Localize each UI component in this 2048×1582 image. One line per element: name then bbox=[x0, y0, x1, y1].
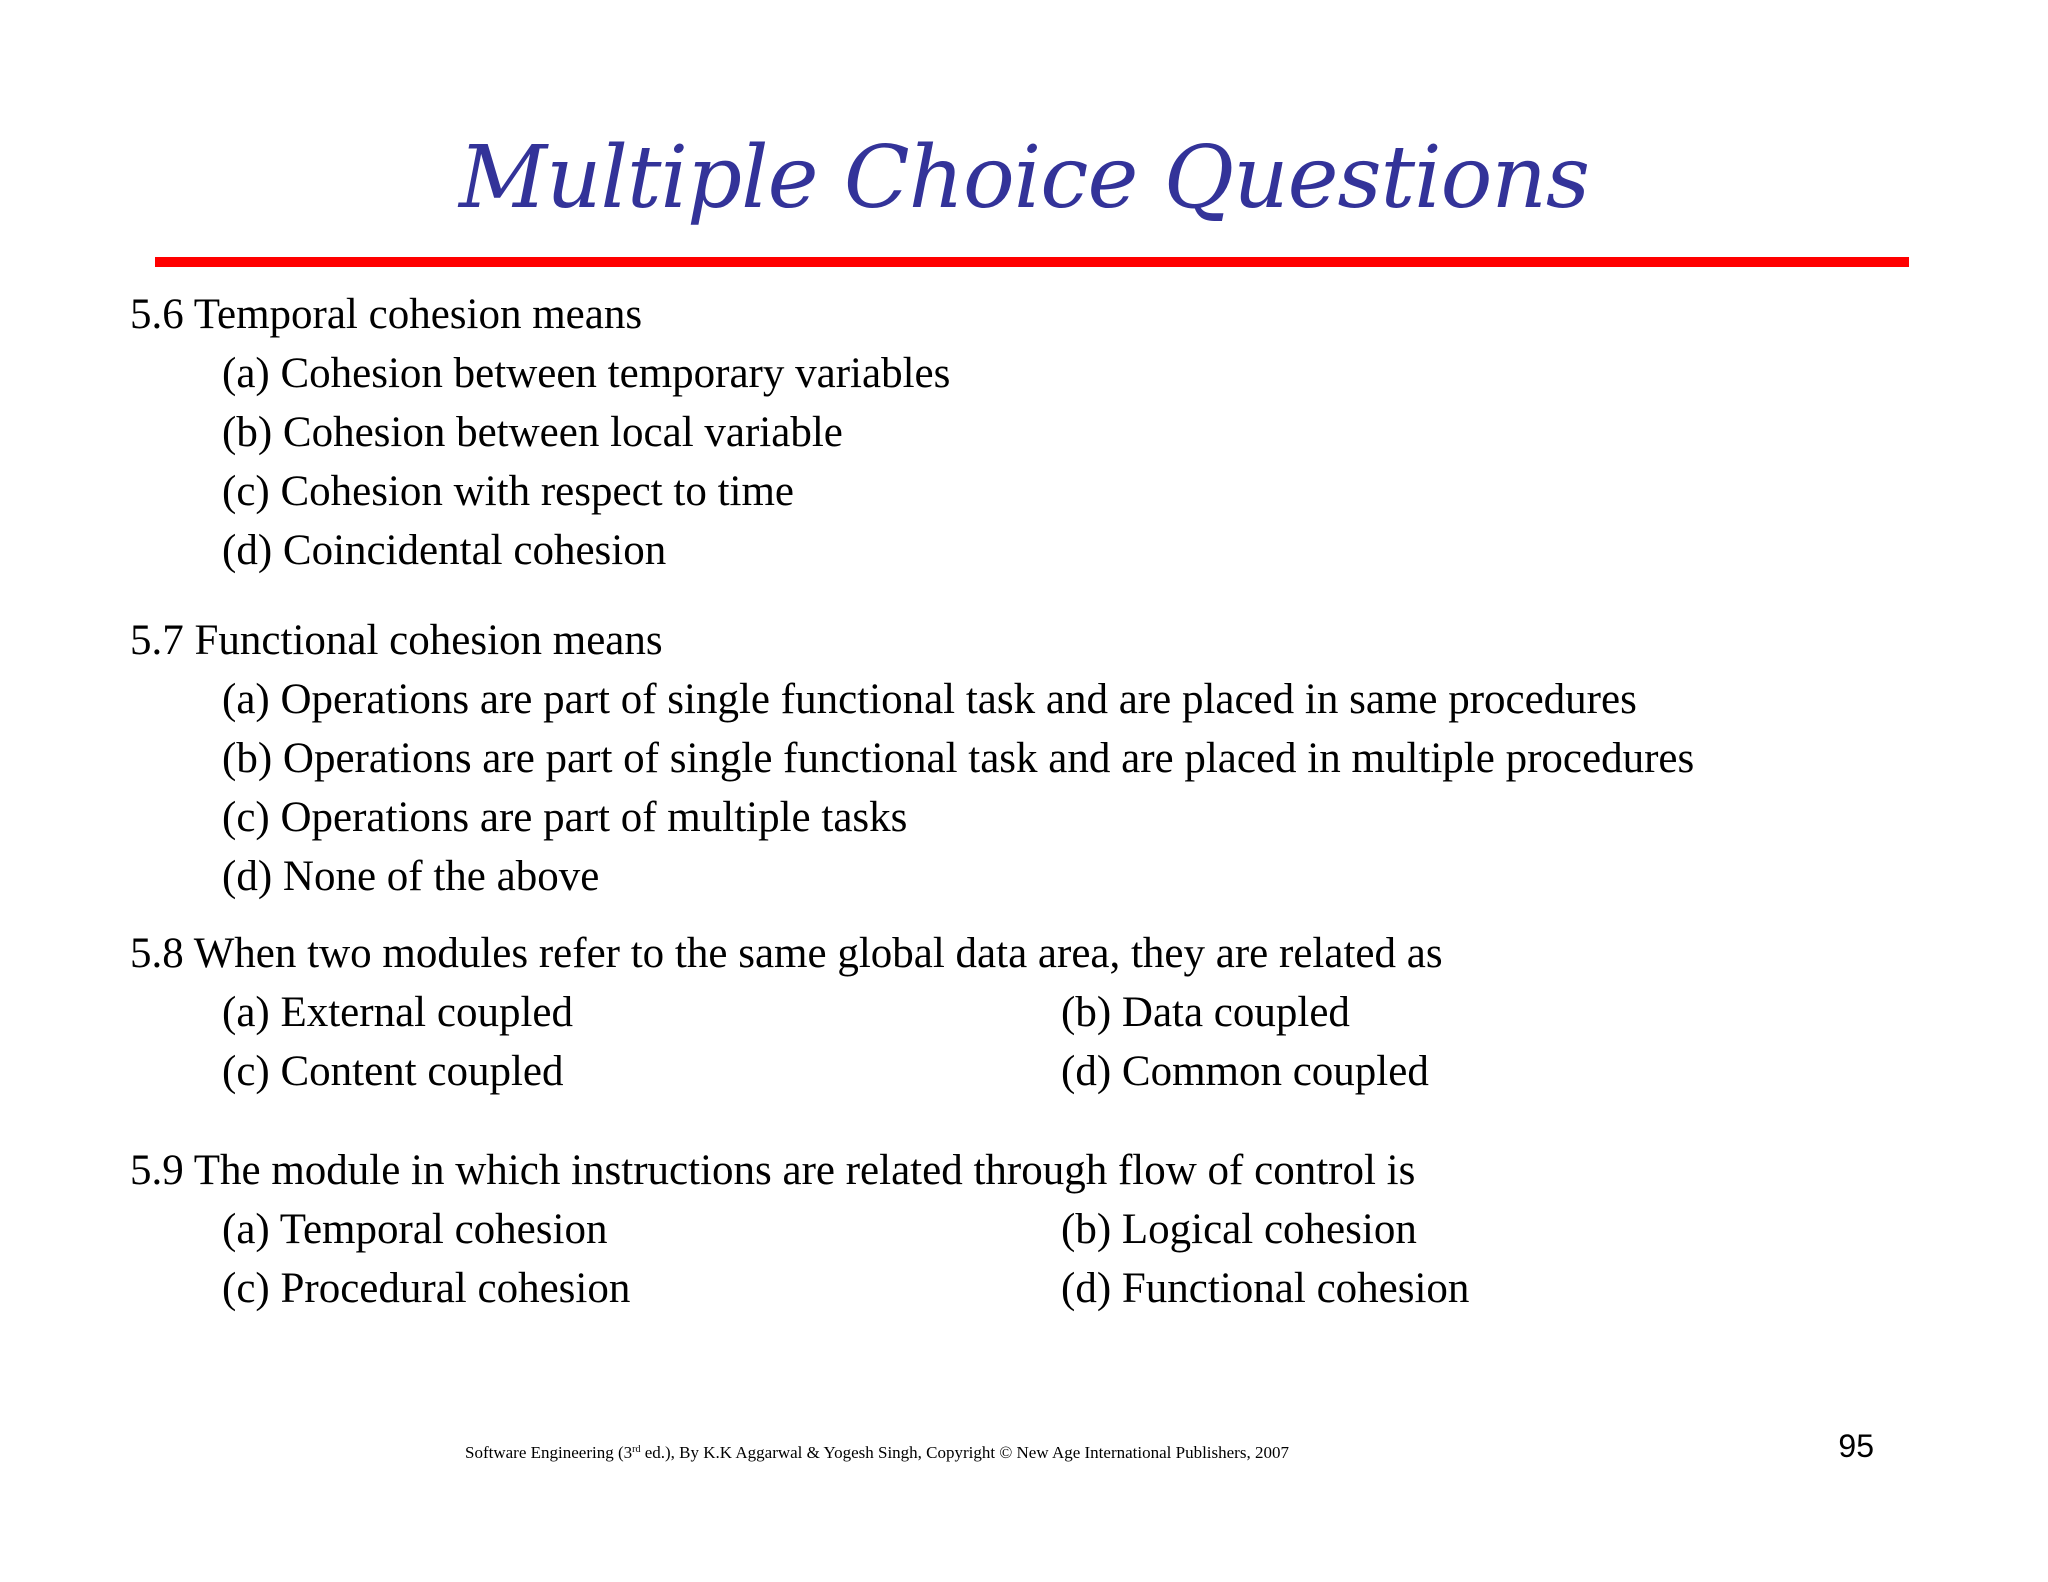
question-5-6-option-a: (a) Cohesion between temporary variables bbox=[222, 350, 951, 397]
question-5-8-option-d: (d) Common coupled bbox=[1061, 1048, 1429, 1095]
question-5-7-option-c: (c) Operations are part of multiple tasks bbox=[222, 794, 908, 841]
question-5-8-option-b: (b) Data coupled bbox=[1061, 989, 1350, 1036]
question-5-9-stem: 5.9 The module in which instructions are related through flow of control is bbox=[130, 1147, 1416, 1194]
question-5-8-option-a: (a) External coupled bbox=[222, 989, 573, 1036]
question-5-6-stem: 5.6 Temporal cohesion means bbox=[130, 291, 643, 338]
footer-text-before: Software Engineering (3 bbox=[465, 1443, 633, 1462]
question-5-6-option-c: (c) Cohesion with respect to time bbox=[222, 468, 794, 515]
question-5-8-stem: 5.8 When two modules refer to the same global data area, they are related as bbox=[130, 930, 1443, 977]
page-number: 95 bbox=[1838, 1428, 1874, 1464]
footer-citation bbox=[465, 1439, 1289, 1464]
slide-title: Multiple Choice Questions bbox=[459, 128, 1589, 228]
question-5-9-option-c: (c) Procedural cohesion bbox=[222, 1265, 631, 1312]
question-5-7-option-d: (d) None of the above bbox=[222, 853, 600, 900]
question-5-6-option-b: (b) Cohesion between local variable bbox=[222, 409, 843, 456]
question-5-7-stem: 5.7 Functional cohesion means bbox=[130, 617, 663, 664]
question-5-9-option-d: (d) Functional cohesion bbox=[1061, 1265, 1470, 1312]
footer-text-after: ed.), By K.K Aggarwal & Yogesh Singh, Copyright © New Age International Publishers, 2007 bbox=[640, 1443, 1289, 1462]
question-5-9-option-b: (b) Logical cohesion bbox=[1061, 1206, 1417, 1253]
question-5-7-option-b: (b) Operations are part of single functional task and are placed in multiple procedures bbox=[222, 735, 1695, 782]
footer-superscript: rd bbox=[632, 1444, 641, 1455]
title-divider bbox=[155, 257, 1909, 267]
question-5-8-option-c: (c) Content coupled bbox=[222, 1048, 564, 1095]
question-5-9-option-a: (a) Temporal cohesion bbox=[222, 1206, 608, 1253]
question-5-6-option-d: (d) Coincidental cohesion bbox=[222, 527, 667, 574]
question-5-7-option-a: (a) Operations are part of single functional task and are placed in same procedures bbox=[222, 676, 1637, 723]
